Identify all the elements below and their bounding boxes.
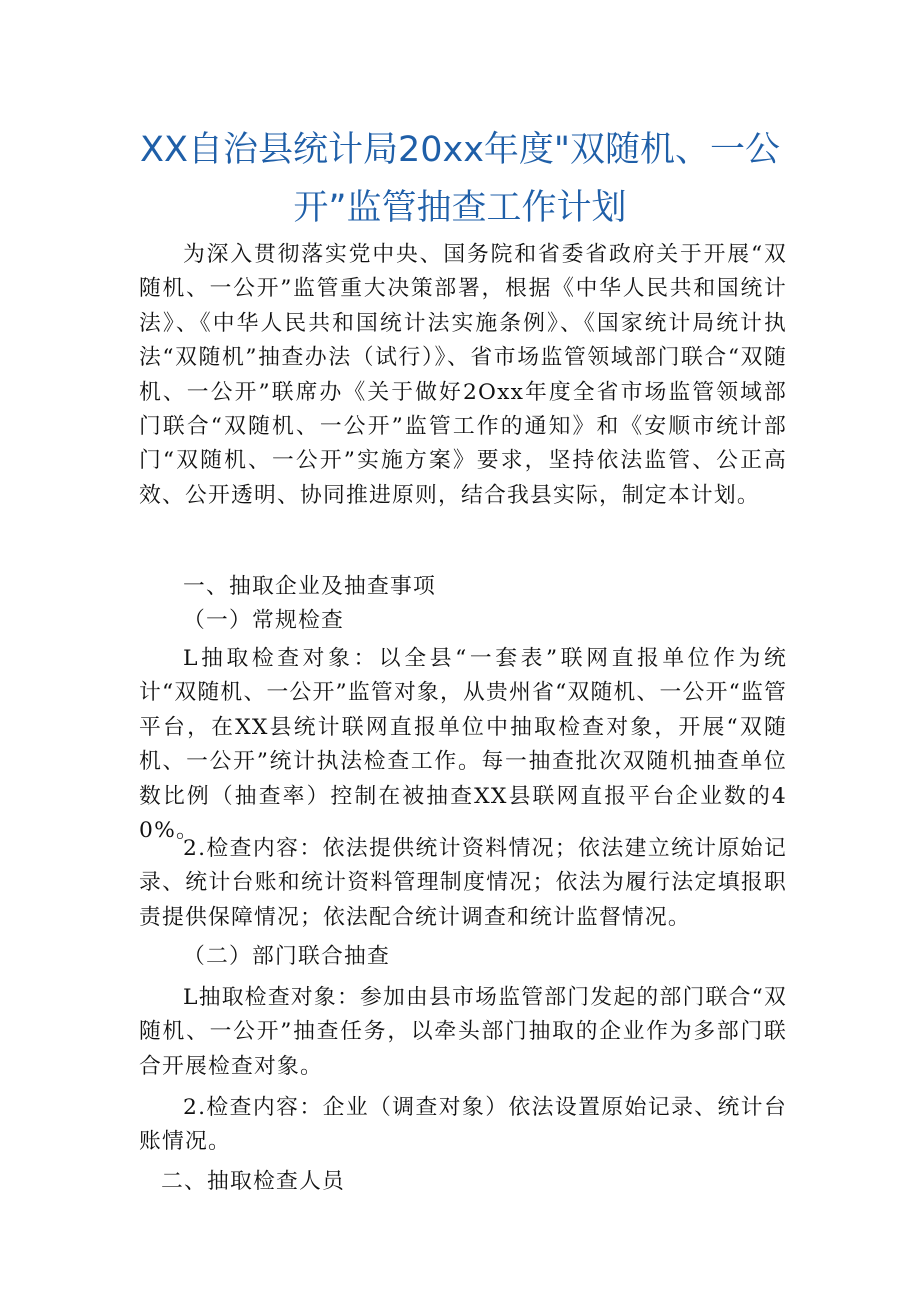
subsection-1-item-2: 2.检查内容：依法提供统计资料情况；依法建立统计原始记录、统计台账和统计资料管理制度情况；依法为履行法定填报职责提供保障情况；依法配合统计调查和统计监督情况。 [139,836,787,930]
subsection-2-heading: （二）部门联合抽查 [183,944,390,969]
subsection-1-heading: （一）常规检查 [183,608,344,633]
subsection-2-item-2: 2.检查内容：企业（调查对象）依法设置原始记录、统计台账情况。 [139,1095,787,1155]
subsection-2-item-1: L抽取检查对象：参加由县市场监管部门发起的部门联合“双随机、一公开”抽查任务，以牵头部门抽取的企业作为多部门联合开展检查对象。 [139,985,787,1079]
section-1-heading: 一、抽取企业及抽查事项 [183,574,436,599]
intro-paragraph: 为深入贯彻落实党中央、国务院和省委省政府关于开展“双随机、一公开”监管重大决策部署，根据《中华人民共和国统计法》、《中华人民共和国统计法实施条例》、《国家统计局统计执法“双随机”抽查办法（试行）》、省市场监管领域部门联合“双随机、一公开”联席办《关于做好2Oxx年度全省市场监管领域部门联合“双随机、一公开”监管工作的通知》和《安顺市统计部门“双随机、一公开”实施方案》要求，坚持依法监管、公正高效、公开透明、协同推进原则，结合我县实际，制定本计划。 [139,242,787,508]
document-title-line-2: 开”监管抽查工作计划 [293,188,627,228]
section-2-heading: 二、抽取检查人员 [161,1169,345,1194]
document-title-line-1: XX自治县统计局20xx年度"双随机、一公 [139,130,781,170]
subsection-1-item-1: L抽取检查对象：以全县“一套表”联网直报单位作为统计“双随机、一公开”监管对象，从贵州省“双随机、一公开“监管平台，在XX县统计联网直报单位中抽取检查对象，开展“双随机、一公开”统计执法检查工作。每一抽查批次双随机抽查单位数比例（抽查率）控制在被抽查XX县联网直报平台企业数的40%。 [139,646,787,844]
